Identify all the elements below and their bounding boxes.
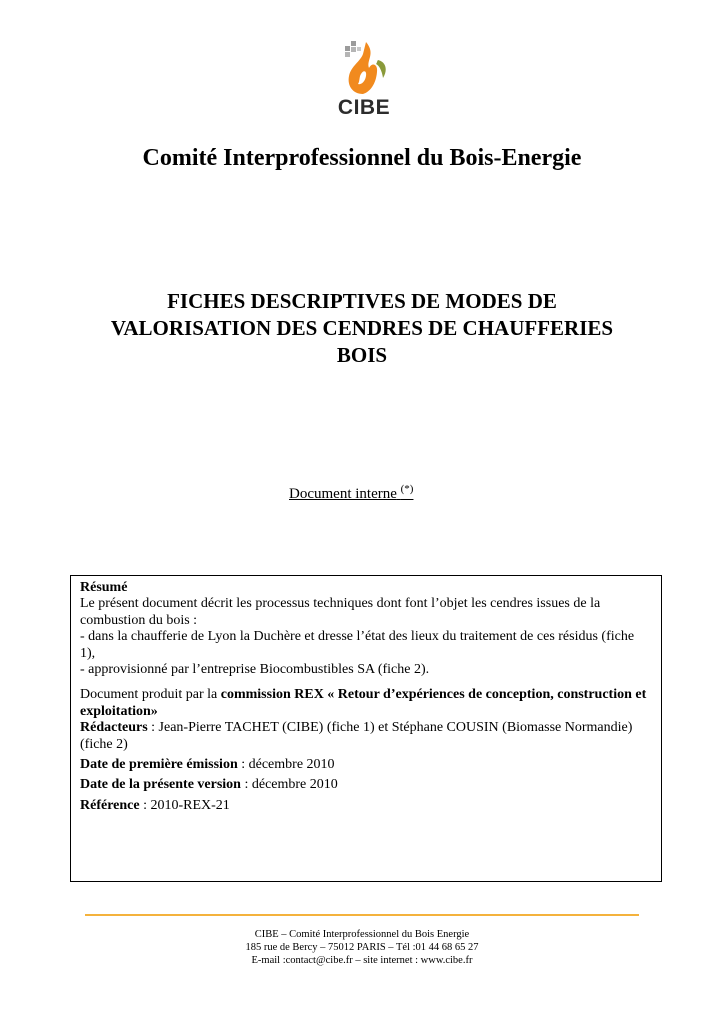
summary-item: - approvisionné par l’entreprise Biocombustibles SA (fiche 2). <box>80 662 430 678</box>
footer-divider <box>85 914 639 916</box>
document-title-line: FICHES DESCRIPTIVES DE MODES DE <box>167 289 557 313</box>
organization-title: Comité Interprofessionnel du Bois-Energie <box>142 145 582 171</box>
footer-line: E-mail :contact@cibe.fr – site internet : www.cibe.fr <box>251 955 473 966</box>
first-issue-label: Date de première émission <box>80 757 238 773</box>
first-issue-date <box>80 757 652 773</box>
authors <box>80 720 652 753</box>
document-type <box>289 484 437 504</box>
produced-by-prefix: Document produit par la <box>80 687 221 703</box>
reference-value: : 2010-REX-21 <box>139 797 230 813</box>
document-title-line: VALORISATION DES CENDRES DE CHAUFFERIES <box>110 316 614 340</box>
authors-label: Rédacteurs <box>80 720 148 736</box>
footer <box>0 928 724 967</box>
reference <box>80 798 652 814</box>
summary-box <box>70 575 662 882</box>
produced-by <box>80 687 652 720</box>
document-title <box>60 288 664 369</box>
footer-line: 185 rue de Bercy – 75012 PARIS – Tél :01 44 68 65 27 <box>245 942 479 953</box>
logo-wordmark: CIBE <box>337 96 391 119</box>
document-type-label: Document interne <box>289 486 397 502</box>
document-title-line: BOIS <box>336 343 388 367</box>
version-value: : décembre 2010 <box>240 777 338 793</box>
document-type-mark: (*) <box>400 483 414 495</box>
version-date <box>80 777 652 793</box>
first-issue-value: : décembre 2010 <box>237 757 335 773</box>
reference-label: Référence <box>80 797 140 813</box>
version-label: Date de la présente version <box>80 777 241 793</box>
commission-name: commission REX « Retour d’expériences de conception, construction et exploitation» <box>80 687 647 719</box>
summary-heading: Résumé <box>80 580 128 595</box>
summary-item: - dans la chaufferie de Lyon la Duchère et dresse l’état des lieux du traitement de ces résidus (fiche 1), <box>80 629 635 661</box>
footer-line: CIBE – Comité Interprofessionnel du Bois Energie <box>254 929 470 940</box>
authors-value: : Jean-Pierre TACHET (CIBE) (fiche 1) et Stéphane COUSIN (Biomasse Normandie) (fiche 2) <box>80 720 633 752</box>
summary-intro: Le présent document décrit les processus techniques dont font l’objet les cendres issues de la combustion du bois : <box>80 596 601 628</box>
